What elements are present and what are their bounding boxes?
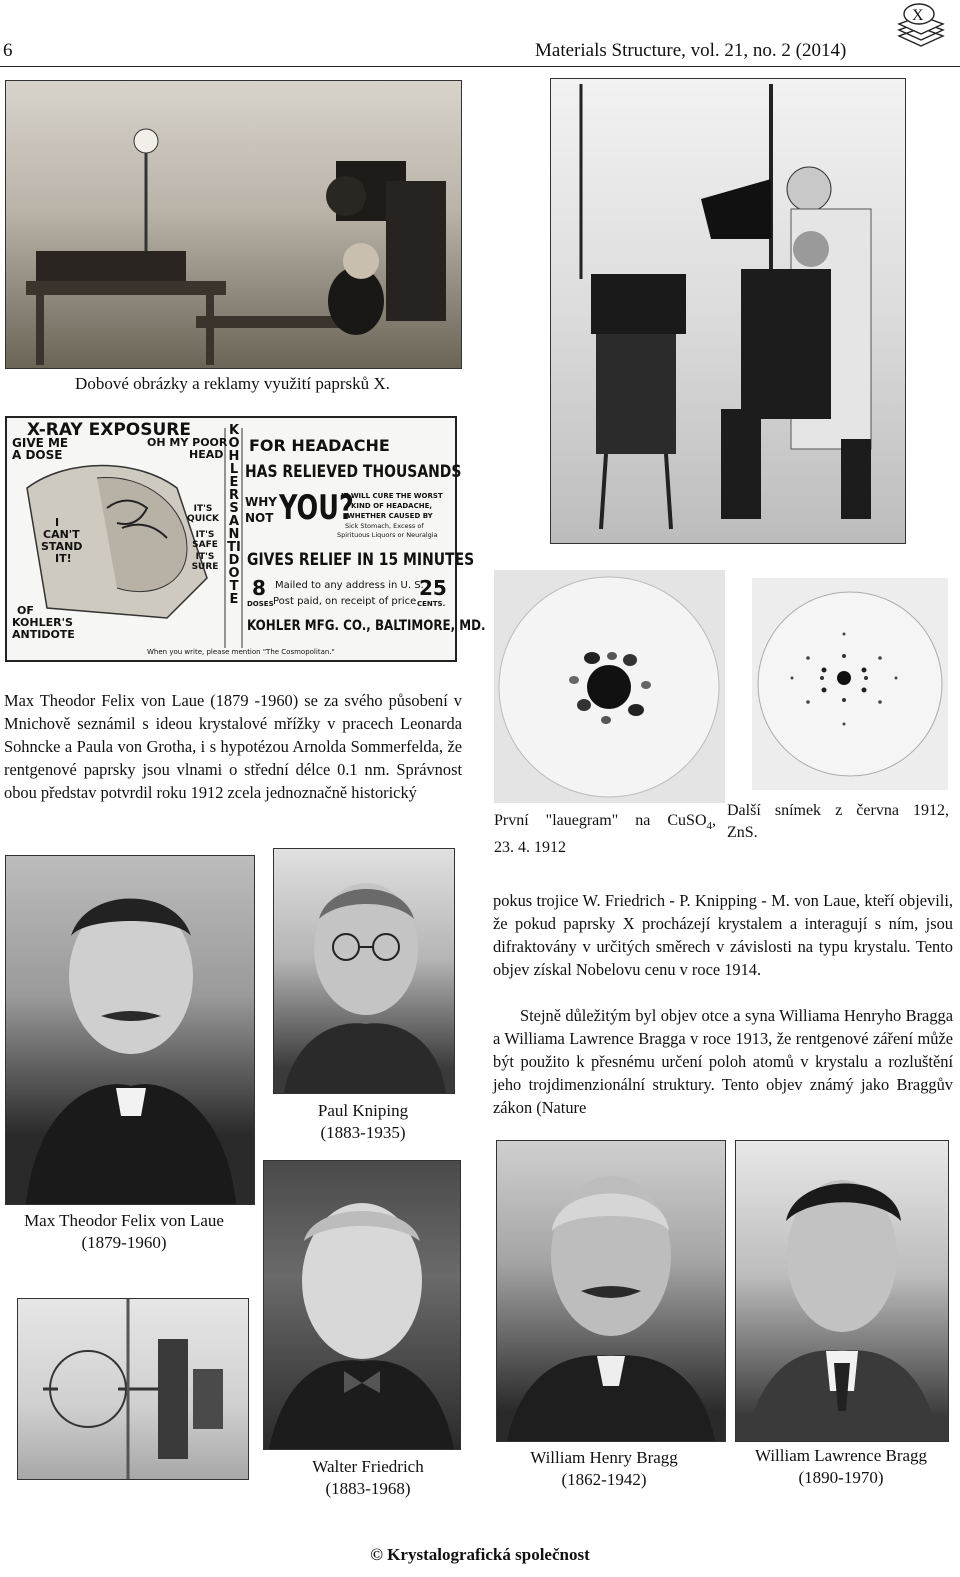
journal-logo <box>893 2 949 48</box>
ad-postpaid: Post paid, on receipt of price. <box>273 596 420 607</box>
photo-xray-lab <box>5 80 462 369</box>
ad-company: KOHLER MFG. CO., BALTIMORE, MD. <box>247 618 486 634</box>
caption-laue-name: Max Theodor Felix von Laue <box>24 1211 224 1230</box>
ad-cure-1: IT WILL CURE THE WORST <box>341 492 443 500</box>
ad-why-not: WHY NOT <box>245 495 277 525</box>
ad-a-dose: A DOSE <box>12 448 63 462</box>
caption-lauegram-cuso4-comma: , <box>712 812 716 829</box>
ad-for-headache: FOR HEADACHE <box>249 436 390 455</box>
caption-kniping <box>273 1100 453 1144</box>
ad-give-me: GIVE ME <box>12 436 69 450</box>
ad-eight: 8 <box>252 576 266 600</box>
lauegram-cuso4 <box>494 570 725 803</box>
header-rule <box>0 66 960 67</box>
ad-cents: CENTS. <box>417 600 446 608</box>
ad-its-sure: IT'S SURE <box>191 552 219 572</box>
ad-vertical-text: KOHLERS ANTIDOTE <box>227 423 241 607</box>
photo-walter-friedrich <box>263 1160 461 1450</box>
advert-kohlers-antidote <box>5 416 486 662</box>
ad-of: OF <box>17 604 34 617</box>
ad-cure-2: KIND OF HEADACHE, <box>351 502 433 510</box>
ad-stand: STAND <box>41 540 83 553</box>
ad-cure-3: WHETHER CAUSED BY <box>347 512 433 520</box>
caption-whbragg <box>496 1447 712 1491</box>
ad-title: X-RAY EXPOSURE <box>27 420 192 440</box>
caption-whbragg-name: William Henry Bragg <box>530 1448 678 1467</box>
paragraph-experiment: pokus trojice W. Friedrich - P. Knipping - M. von Laue, kteří objevili, že pokud paprsky X procházejí krystalem a interagují s ním, jsou difraktovány v určitých směrech v závislosti na typu krystalu. Tento objev získal Nobelovu cenu v roce 1914. <box>493 891 953 979</box>
ad-kohlers: KOHLER'S <box>12 616 73 629</box>
ad-cure-5: Spirituous Liquors or Neuralgia <box>337 531 438 539</box>
ad-relief: GIVES RELIEF IN 15 MINUTES <box>247 550 475 570</box>
paragraph-bragg: Stejně důležitým byl objev otce a syna Williama Henryho Bragga a Williama Lawrence Bragga v roce 1913, že rentgenové záření může být použito k přesnému určení poloh atomů v krystalu a rozluštění jeho trojdimenzionální struktury. Tento objev známý jako Braggův zákon (Nature <box>493 1006 953 1117</box>
logo-letter: X <box>912 7 924 24</box>
lauegram-zns <box>752 578 948 790</box>
caption-kniping-years: (1883-1935) <box>320 1123 406 1142</box>
footer-copyright: © Krystalografická společnost <box>370 1545 590 1564</box>
journal-title: Materials Structure, vol. 21, no. 2 (2014) <box>535 40 847 61</box>
ad-mailed: Mailed to any address in U. S. <box>275 580 424 591</box>
ad-cant: CAN'T <box>43 528 80 541</box>
caption-lauegram-zns-line2: ZnS. <box>727 824 758 841</box>
caption-lauegram-cuso4-line1: První "lauegram" na CuSO <box>494 812 707 829</box>
ad-antidote: ANTIDOTE <box>12 628 75 641</box>
caption-kniping-name: Paul Kniping <box>317 1101 409 1120</box>
ad-head: HEAD <box>189 448 224 461</box>
caption-laue <box>5 1210 243 1254</box>
ad-doses: DOSES <box>247 600 274 608</box>
photo-william-lawrence-bragg <box>735 1140 949 1442</box>
paragraph-laue-intro: Max Theodor Felix von Laue (1879 -1960) se za svého působení v Mnichově seznámil s ideou krystalové mřížky v pracech Leonarda Sohncke a Paula von Grotha, i s hypotézou Arnolda Sommerfelda, že rentgenové paprsky jsou vlnami o střední délce 0.1 nm. Správnost obou představ potvrdil roku 1912 zcela jednoznačně historický <box>4 691 462 802</box>
caption-whbragg-years: (1862-1942) <box>561 1470 647 1489</box>
photo-xray-patient <box>550 78 906 544</box>
ad-its-quick: IT'S QUICK <box>187 504 219 524</box>
caption-period-images: Dobové obrázky a reklamy využití paprsků X. <box>75 374 390 393</box>
lauegram-zns-image <box>752 578 948 790</box>
photo-paul-kniping <box>273 848 455 1094</box>
photo-laue-apparatus <box>17 1298 249 1480</box>
ad-relieved: HAS RELIEVED THOUSANDS <box>245 462 462 482</box>
ad-oh-my-poor: OH MY POOR <box>147 436 228 449</box>
caption-wlbragg-years: (1890-1970) <box>798 1468 884 1487</box>
ad-twentyfive: 25 <box>419 576 447 600</box>
photo-william-henry-bragg <box>496 1140 726 1442</box>
ad-it: IT! <box>55 552 72 565</box>
ad-cure-4: Sick Stomach, Excess of <box>345 522 424 530</box>
caption-friedrich <box>263 1456 473 1500</box>
photo-max-von-laue <box>5 855 255 1205</box>
ad-footer: When you write, please mention "The Cosmopolitan." <box>147 648 335 656</box>
caption-lauegram-cuso4-date: 23. 4. 1912 <box>494 839 566 857</box>
caption-lauegram-cuso4-subscript: 4 <box>706 820 712 833</box>
caption-friedrich-years: (1883-1968) <box>325 1479 411 1498</box>
ad-you: YOU? <box>279 488 354 528</box>
crystal-logo-icon <box>893 2 949 48</box>
caption-wlbragg-name: William Lawrence Bragg <box>754 1446 928 1465</box>
caption-lauegram-zns-line1: Další snímek z června 1912, <box>727 802 949 819</box>
caption-lauegram-cuso4 <box>494 810 716 859</box>
caption-laue-years: (1879-1960) <box>81 1233 167 1252</box>
caption-wlbragg <box>730 1445 952 1489</box>
caption-friedrich-name: Walter Friedrich <box>312 1457 424 1476</box>
lauegram-cuso4-image <box>494 570 725 803</box>
ad-i: I <box>55 516 60 529</box>
page-number: 6 <box>3 40 13 61</box>
ad-its-safe: IT'S SAFE <box>192 530 218 550</box>
caption-lauegram-zns <box>727 800 949 844</box>
